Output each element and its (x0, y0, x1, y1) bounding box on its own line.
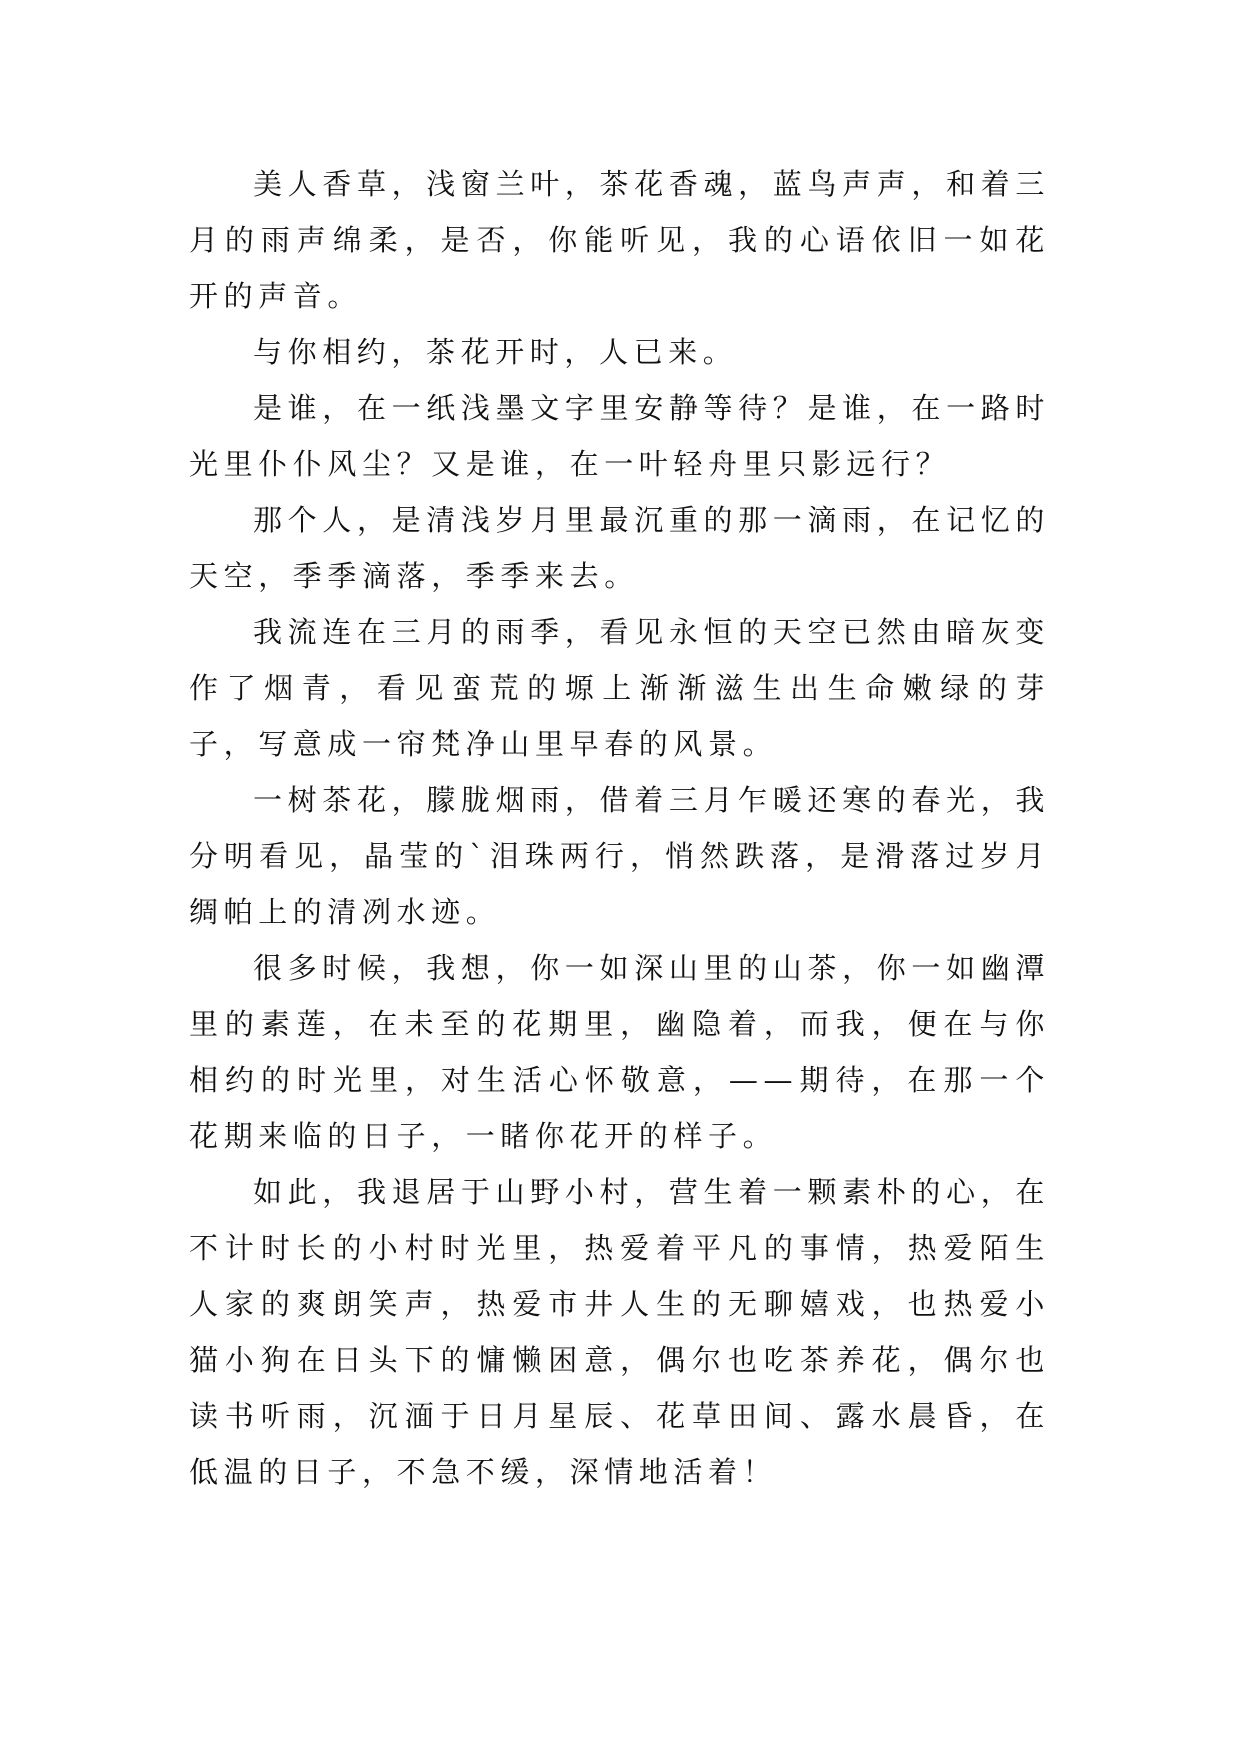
essay-body (189, 156, 1050, 1500)
paragraph-6: 一树茶花，朦胧烟雨，借着三月乍暖还寒的春光，我分明看见，晶莹的`泪珠两行，悄然跌落，是滑落过岁月绸帕上的清冽水迹。 (189, 783, 1050, 929)
paragraph-8: 如此，我退居于山野小村，营生着一颗素朴的心，在不计时长的小村时光里，热爱着平凡的事情，热爱陌生人家的爽朗笑声，热爱市井人生的无聊嬉戏，也热爱小猫小狗在日头下的慵懒困意，偶尔也吃茶养花，偶尔也读书听雨，沉湎于日月星辰、花草田间、露水晨昏，在低温的日子，不急不缓，深情地活着！ (189, 1175, 1050, 1489)
paragraph-2: 与你相约，茶花开时，人已来。 (253, 335, 738, 369)
paragraph-7: 很多时候，我想，你一如深山里的山茶，你一如幽潭里的素莲，在未至的花期里，幽隐着，而我，便在与你相约的时光里，对生活心怀敬意，——期待，在那一个花期来临的日子，一睹你花开的样子。 (189, 951, 1050, 1153)
paragraph-3: 是谁，在一纸浅墨文字里安静等待？是谁，在一路时光里仆仆风尘？又是谁，在一叶轻舟里只影远行？ (189, 391, 1050, 481)
paragraph-1: 美人香草，浅窗兰叶，茶花香魂，蓝鸟声声，和着三月的雨声绵柔，是否，你能听见，我的心语依旧一如花开的声音。 (189, 167, 1050, 313)
paragraph-4: 那个人，是清浅岁月里最沉重的那一滴雨，在记忆的天空，季季滴落，季季来去。 (189, 503, 1050, 593)
paragraph-5: 我流连在三月的雨季，看见永恒的天空已然由暗灰变作了烟青，看见蛮荒的塬上渐渐滋生出生命嫩绿的芽子，写意成一帘梵净山里早春的风景。 (189, 615, 1050, 761)
